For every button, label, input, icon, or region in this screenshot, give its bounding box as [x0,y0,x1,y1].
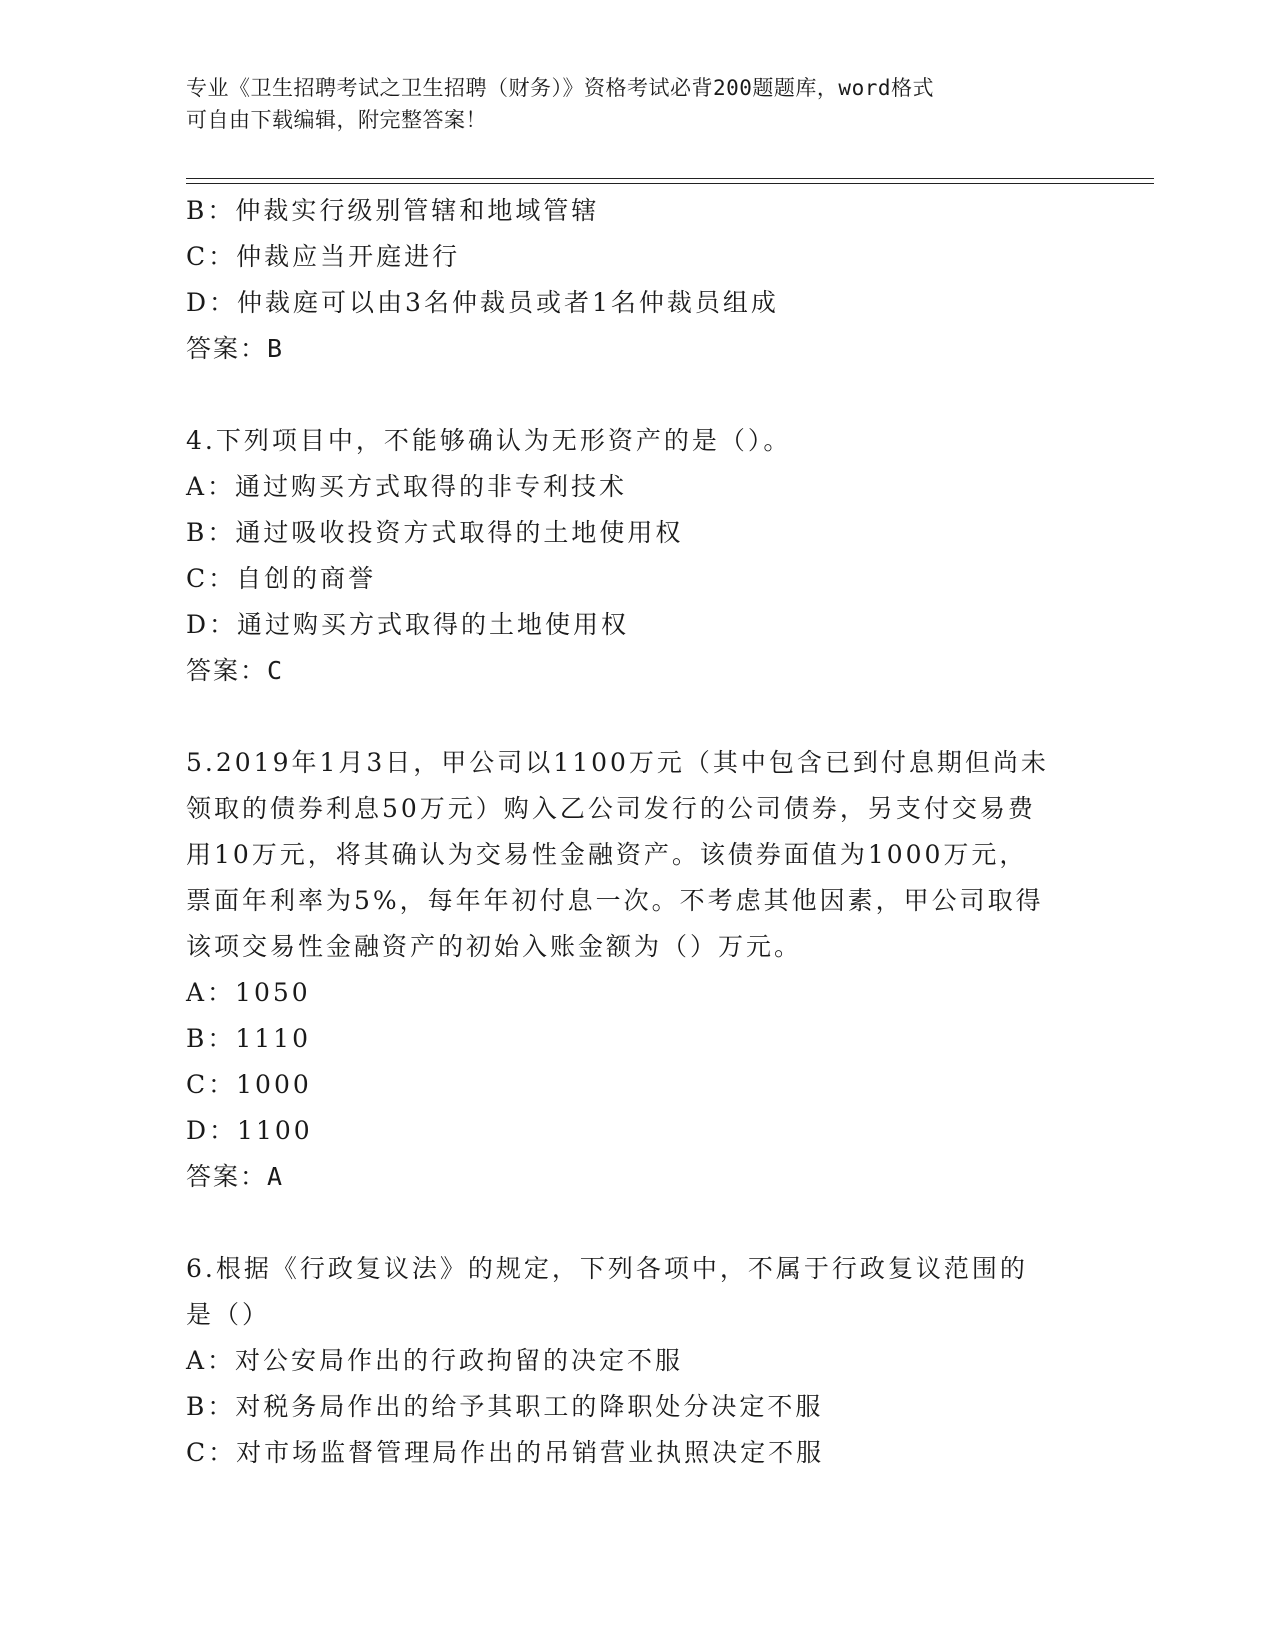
question-stem-line: 领取的债券利息50万元）购入乙公司发行的公司债券，另支付交易费 [186,794,1036,823]
spacer [186,372,1086,418]
option-a: A：1050 [186,978,311,1007]
question-stem: 4.下列项目中，不能够确认为无形资产的是（）。 [186,426,792,455]
question-stem-line: 该项交易性金融资产的初始入账金额为（）万元。 [186,932,803,961]
option-b: B：对税务局作出的给予其职工的降职处分决定不服 [186,1392,824,1421]
header-rule-top [186,178,1154,179]
header-rule-bottom [186,183,1154,184]
option-c: C：1000 [186,1070,312,1099]
answer-line: 答案：C [186,656,285,685]
option-a: A：对公安局作出的行政拘留的决定不服 [186,1346,684,1375]
option-d: D：1100 [186,1116,313,1145]
header-line-1: 专业《卫生招聘考试之卫生招聘（财务）》资格考试必背200题题库，word格式 [186,76,934,100]
question-stem-line: 5.2019年1月3日，甲公司以1100万元（其中包含已到付息期但尚未 [186,748,1049,777]
question-content [186,188,1086,1476]
answer-line: 答案：A [186,1162,285,1191]
spacer [186,1200,1086,1246]
question-stem-line: 6.根据《行政复议法》的规定，下列各项中，不属于行政复议范围的 [186,1254,1028,1283]
spacer [186,694,1086,740]
question-stem-line: 用10万元，将其确认为交易性金融资产。该债券面值为1000万元， [186,840,1028,869]
option-b: B：仲裁实行级别管辖和地域管辖 [186,196,600,225]
option-d: D：仲裁庭可以由3名仲裁员或者1名仲裁员组成 [186,288,779,317]
option-b: B：1110 [186,1024,311,1053]
option-a: A：通过购买方式取得的非专利技术 [186,472,628,501]
option-c: C：自创的商誉 [186,564,377,593]
answer-line: 答案：B [186,334,285,363]
option-d: D：通过购买方式取得的土地使用权 [186,610,630,639]
question-3-block [186,188,1086,372]
option-b: B：通过吸收投资方式取得的土地使用权 [186,518,684,547]
question-5-block [186,740,1086,1200]
header-line-2: 可自由下载编辑，附完整答案！ [186,108,487,132]
option-c: C：对市场监督管理局作出的吊销营业执照决定不服 [186,1438,825,1467]
question-stem-line: 票面年利率为5%，每年年初付息一次。不考虑其他因素，甲公司取得 [186,886,1044,915]
question-4-block [186,418,1086,694]
question-6-block [186,1246,1086,1476]
document-header [186,72,1086,136]
question-stem-line: 是（） [186,1300,271,1329]
option-c: C：仲裁应当开庭进行 [186,242,461,271]
